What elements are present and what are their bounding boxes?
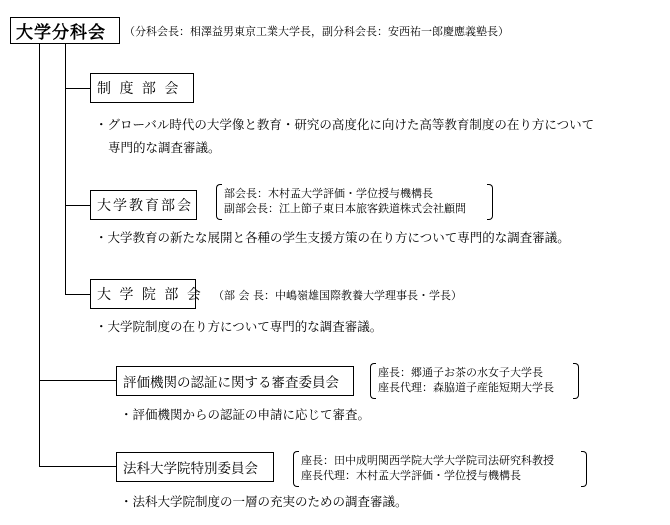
committee-desc-daigakuin-1: ・大学院制度の在り方について専門的な調査審議。 bbox=[95, 319, 383, 334]
branch-line-seido bbox=[65, 88, 91, 89]
branch-line-hyoka bbox=[39, 380, 116, 381]
root-title: 大学分科会 bbox=[16, 23, 106, 43]
trunk-line bbox=[39, 40, 40, 466]
officer-line-hyoka-2: 座長代理：森脇道子産能短期大学長 bbox=[378, 381, 554, 394]
officer-line-kyoiku-1: 部会長：木村孟大学評価・学位授与機構長 bbox=[224, 187, 433, 200]
officer-line-hoka-1: 座長：田中成明関西学院大学大学院司法研究科教授 bbox=[301, 454, 554, 467]
officer-line-kyoiku-2: 副部会長：江上節子東日本旅客鉄道株式会社顧問 bbox=[224, 202, 466, 215]
officer-line-hoka-2: 座長代理：木村孟大学評価・学位授与機構長 bbox=[301, 469, 521, 482]
committee-name-hyoka: 評価機関の認証に関する審査委員会 bbox=[123, 375, 339, 391]
committee-box-daigakuin bbox=[90, 279, 203, 309]
officer-block-kyoiku bbox=[224, 186, 466, 216]
committee-desc-seido-1: ・グローバル時代の大学像と教育・研究の高度化に向けた高等教育制度の在り方について bbox=[95, 117, 595, 132]
root-officers: （分科会長：相澤益男東京工業大学長，副分科会長：安西祐一郎慶應義塾長） bbox=[124, 25, 509, 38]
committee-name-kyoiku: 大学教育部会 bbox=[97, 198, 193, 214]
committee-box-hyoka bbox=[116, 366, 354, 396]
committee-desc-hoka-1: ・法科大学院制度の一層の充実のための調査審議。 bbox=[120, 494, 408, 509]
officer-block-hyoka bbox=[378, 365, 554, 395]
committee-desc-seido-2: 専門的な調査審議。 bbox=[108, 140, 221, 155]
officer-bracket-right-hoka bbox=[581, 451, 587, 487]
officer-bracket-right-hyoka bbox=[573, 363, 579, 399]
committee-desc-kyoiku-1: ・大学教育の新たな展開と各種の学生支援方策の在り方について専門的な調査審議。 bbox=[95, 230, 570, 245]
officer-line-daigakuin: （部 会 長：中嶋嶺雄国際教養大学理事長・学長） bbox=[213, 289, 462, 302]
root-box bbox=[10, 17, 120, 44]
officer-bracket-left-hyoka bbox=[370, 363, 376, 399]
committee-desc-hyoka-1: ・評価機関からの認証の申請に応じて審査。 bbox=[120, 407, 371, 422]
officer-block-hoka bbox=[301, 453, 554, 483]
officer-line-hyoka-1: 座長：郷通子お茶の水女子大学長 bbox=[378, 366, 543, 379]
branch-line-kyoiku bbox=[65, 205, 91, 206]
officer-bracket-left-kyoiku bbox=[216, 184, 222, 220]
officer-bracket-right-kyoiku bbox=[487, 184, 493, 220]
committee-name-daigakuin: 大 学 院 部 会 bbox=[97, 287, 203, 303]
inner-trunk-line bbox=[65, 40, 66, 295]
officer-bracket-left-hoka bbox=[293, 451, 299, 487]
committee-name-seido: 制 度 部 会 bbox=[97, 81, 181, 97]
committee-box-hoka bbox=[116, 452, 274, 482]
committee-box-seido bbox=[90, 73, 194, 103]
committee-box-kyoiku bbox=[90, 190, 197, 220]
committee-name-hoka: 法科大学院特別委員会 bbox=[123, 461, 258, 477]
branch-line-hoka bbox=[39, 466, 116, 467]
branch-line-daigakuin bbox=[65, 294, 91, 295]
